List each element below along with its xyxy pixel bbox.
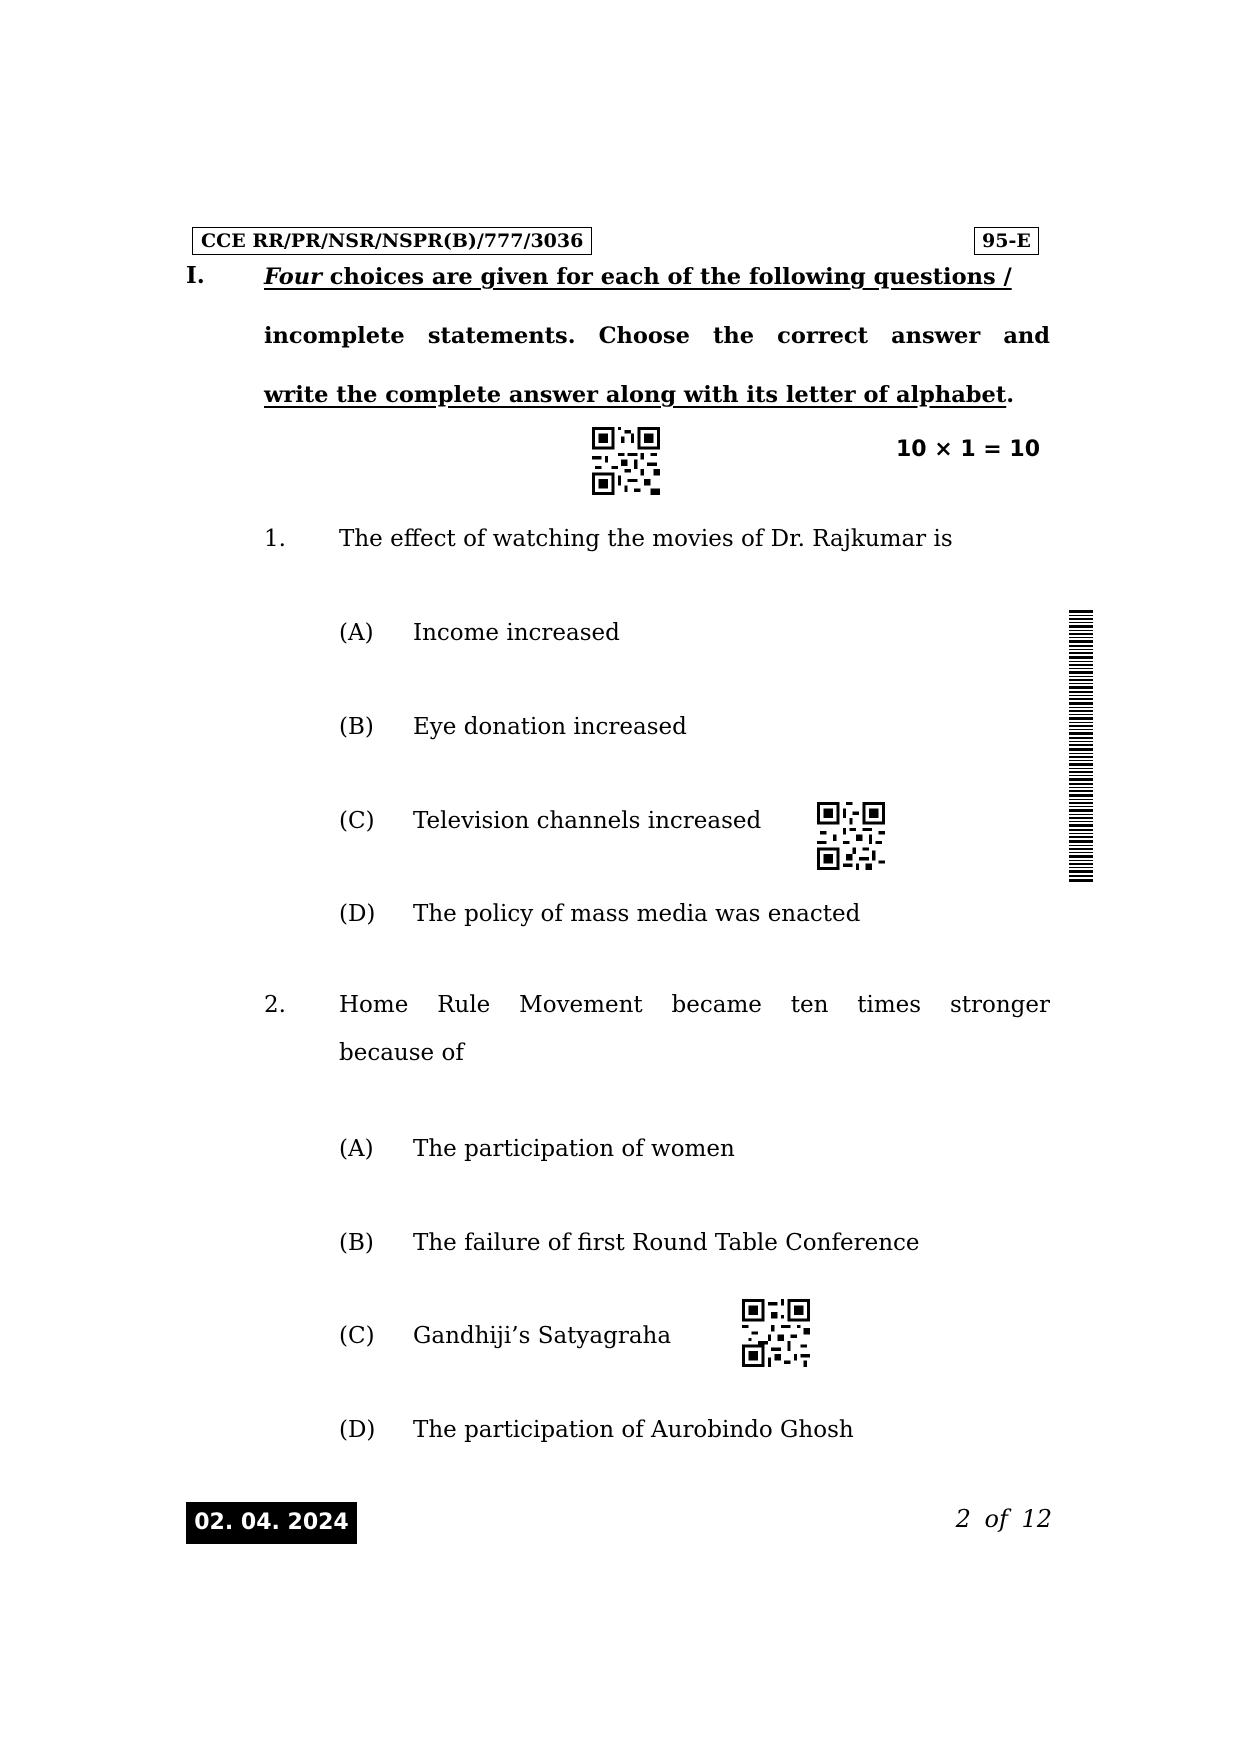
q1-option-a-label: (A): [339, 620, 374, 646]
exam-date-box: 02. 04. 2024: [186, 1502, 357, 1544]
qr-code-icon: [742, 1299, 810, 1367]
question-2-text-line-1: Home Rule Movement became ten times stronger: [339, 992, 1050, 1018]
q1-option-a-text: Income increased: [413, 620, 620, 646]
section-number: I.: [186, 262, 205, 289]
barcode-icon: [1069, 610, 1093, 882]
marks-allocation: 10 × 1 = 10: [895, 437, 1040, 462]
exam-code-box: CCE RR/PR/NSR/NSPR(B)/777/3036: [192, 227, 592, 255]
q1-option-d-label: (D): [339, 901, 376, 927]
instruction-line-1: [264, 262, 1050, 292]
q2-option-b-text: The failure of first Round Table Conference: [413, 1230, 920, 1256]
instruction-line-3-end: .: [1006, 382, 1015, 408]
q1-option-d-text: The policy of mass media was enacted: [413, 901, 861, 927]
qr-code-icon: [817, 802, 885, 870]
instruction-line-3-text: write the complete answer along with its letter of alphabet: [264, 382, 1007, 408]
instruction-line-1-text: choices are given for each of the following questions /: [321, 264, 1012, 290]
q2-option-c-label: (C): [339, 1323, 375, 1349]
paper-code-box: 95-E: [974, 227, 1039, 255]
q2-option-a-text: The participation of women: [413, 1136, 735, 1162]
q2-option-a-label: (A): [339, 1136, 374, 1162]
question-2-number: 2.: [264, 992, 286, 1018]
q1-option-c-label: (C): [339, 808, 375, 834]
q1-option-c-text: Television channels increased: [413, 808, 762, 834]
q2-option-c-text: Gandhiji’s Satyagraha: [413, 1323, 672, 1349]
q2-option-b-label: (B): [339, 1230, 374, 1256]
q2-option-d-label: (D): [339, 1417, 376, 1443]
q1-option-b-text: Eye donation increased: [413, 714, 687, 740]
instruction-line-2: incomplete statements. Choose the correct answer and: [264, 323, 1050, 349]
q1-option-b-label: (B): [339, 714, 374, 740]
question-2-text-line-2: because of: [339, 1040, 464, 1066]
instruction-line-3: [264, 380, 1050, 410]
qr-code-icon: [592, 427, 660, 495]
question-1-number: 1.: [264, 526, 286, 552]
instruction-italic: Four: [264, 264, 322, 290]
question-1-text: The effect of watching the movies of Dr. Rajkumar is: [339, 526, 953, 552]
q2-option-d-text: The participation of Aurobindo Ghosh: [413, 1417, 854, 1443]
page-number: 2 of 12: [955, 1505, 1052, 1533]
